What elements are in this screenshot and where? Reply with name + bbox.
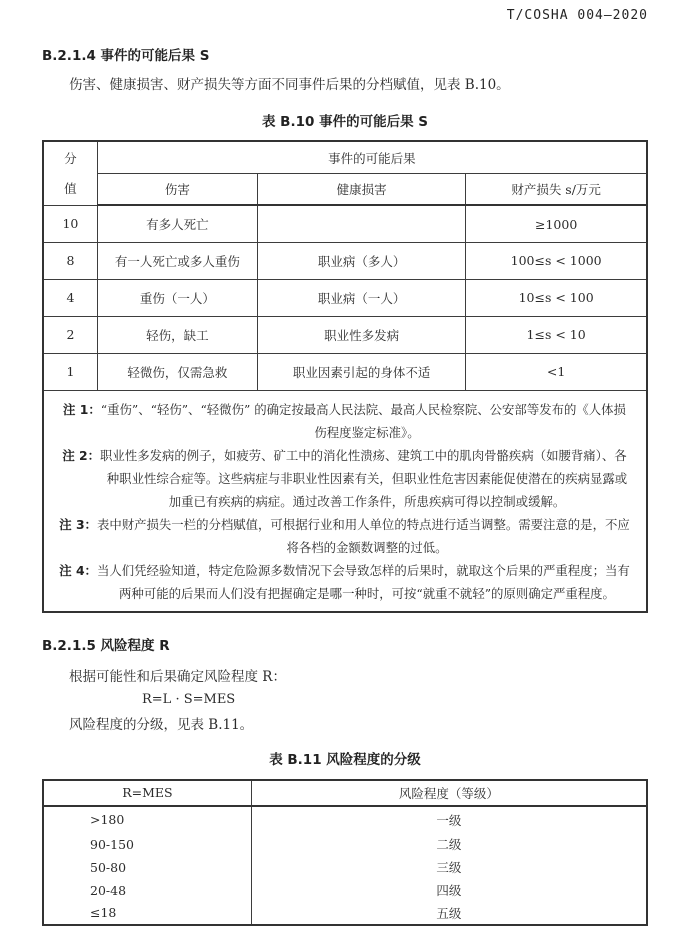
b10-cell-property: ≥1000 <box>466 205 647 242</box>
note-1-label: 注 1： <box>63 401 101 417</box>
table-row <box>43 353 647 390</box>
b11-cell-range: 90-150 <box>43 833 251 856</box>
b10-cell-property: 1≤s < 10 <box>466 316 647 353</box>
note-4-label: 注 4： <box>59 562 97 578</box>
doc-number: T/COSHA 004—2020 <box>506 8 648 23</box>
b11-cell-range: ≤18 <box>43 902 251 925</box>
table-row <box>43 856 647 879</box>
b10-cell-injury: 有一人死亡或多人重伤 <box>97 242 257 279</box>
table-row <box>43 879 647 902</box>
table-b10-title: 表 B.10 事件的可能后果 S <box>261 114 429 131</box>
section-heading-b214: B.2.1.4 事件的可能后果 S <box>42 48 210 64</box>
b10-cell-health: 职业因素引起的身体不适 <box>257 353 465 390</box>
b10-cell-property: 100≤s < 1000 <box>466 242 647 279</box>
b10-header-health: 健康损害 <box>257 173 465 205</box>
b10-header-property: 财产损失 s/万元 <box>466 173 647 205</box>
note-2 <box>57 444 632 513</box>
table-b10-header-row-1 <box>43 141 647 173</box>
b10-header-injury: 伤害 <box>97 173 257 205</box>
table-row <box>43 242 647 279</box>
b11-cell-range: 20-48 <box>43 879 251 902</box>
table-b10-notes-row <box>43 390 647 612</box>
b10-cell-injury: 有多人死亡 <box>97 205 257 242</box>
b11-cell-level: 二级 <box>436 837 462 853</box>
b10-cell-health <box>257 205 465 242</box>
b10-cell-injury: 重伤（一人） <box>97 279 257 316</box>
b10-cell-property: 10≤s < 100 <box>466 279 647 316</box>
b10-cell-health: 职业病（多人） <box>257 242 465 279</box>
table-b10-header-row-2 <box>43 173 647 205</box>
b11-cell-level: 一级 <box>436 812 462 828</box>
b11-cell-range: >180 <box>43 806 251 833</box>
table-b10-notes <box>43 390 647 612</box>
b11-header-level: 风险程度（等级） <box>251 780 647 806</box>
b10-header-group: 事件的可能后果 <box>97 141 647 173</box>
b10-cell-injury: 轻伤，缺工 <box>97 316 257 353</box>
table-row <box>43 316 647 353</box>
risk-formula: R=L · S=MES <box>142 691 236 707</box>
paragraph-b214: 伤害、健康损害、财产损失等方面不同事件后果的分档赋值，见表 B.10。 <box>69 77 510 93</box>
paragraph-b215-intro: 根据可能性和后果确定风险程度 R： <box>69 668 286 685</box>
b10-cell-score: 8 <box>43 242 97 279</box>
note-1 <box>57 398 632 444</box>
note-4 <box>57 559 632 605</box>
section-heading-b215: B.2.1.5 风险程度 R <box>42 637 170 654</box>
b10-cell-property: <1 <box>466 353 647 390</box>
table-b11-title: 表 B.11 风险程度的分级 <box>269 751 421 768</box>
table-row <box>43 279 647 316</box>
b10-header-score-line1: 分 <box>64 150 77 166</box>
b10-cell-injury: 轻微伤，仅需急救 <box>97 353 257 390</box>
table-row <box>43 806 647 833</box>
b11-header-rmes: R=MES <box>43 780 251 806</box>
table-row <box>43 902 647 925</box>
note-1-text: “重伤”、“轻伤”、“轻微伤” 的确定按最高人民法院、最高人民检察院、公安部等发布的《人体损伤程度鉴定标准》。 <box>100 401 626 440</box>
b10-cell-score: 2 <box>43 316 97 353</box>
b10-cell-health: 职业性多发病 <box>257 316 465 353</box>
b10-cell-health: 职业病（一人） <box>257 279 465 316</box>
table-b10 <box>42 140 648 613</box>
note-3-text: 表中财产损失一栏的分档赋值，可根据行业和用人单位的特点进行适当调整。需要注意的是，不应将各档的金额数调整的过低。 <box>96 516 630 555</box>
note-4-text: 当人们凭经验知道，特定危险源多数情况下会导致怎样的后果时，就取这个后果的严重程度；当有两种可能的后果而人们没有把握确定是哪一种时，可按“就重不就轻”的原则确定严重程度。 <box>96 562 630 601</box>
b10-cell-score: 4 <box>43 279 97 316</box>
b11-cell-level: 五级 <box>436 905 462 921</box>
table-row <box>43 205 647 242</box>
note-2-text: 职业性多发病的例子，如疲劳、矿工中的消化性溃疡、建筑工中的肌肉骨骼疾病（如腰背痛）、各种职业性综合症等。这些病症与非职业性因素有关，但职业性危害因素能促使潜在的疾病显露或加重已有疾病的病症。通过改善工作条件，所患疾病可得以控制或缓解。 <box>100 447 628 509</box>
b10-header-score-line2: 值 <box>64 180 77 196</box>
b11-cell-level: 三级 <box>436 860 462 876</box>
note-3-label: 注 3： <box>59 516 97 532</box>
note-2-label: 注 2： <box>62 447 101 463</box>
b11-cell-range: 50-80 <box>43 856 251 879</box>
paragraph-b215-ref: 风险程度的分级，见表 B.11。 <box>69 716 254 733</box>
b11-cell-level: 四级 <box>436 883 462 899</box>
b10-cell-score: 10 <box>43 205 97 242</box>
table-b11-header-row <box>43 780 647 806</box>
table-row <box>43 833 647 856</box>
note-3 <box>57 513 632 559</box>
b10-header-score <box>43 141 97 205</box>
table-b11 <box>42 779 648 926</box>
b10-cell-score: 1 <box>43 353 97 390</box>
